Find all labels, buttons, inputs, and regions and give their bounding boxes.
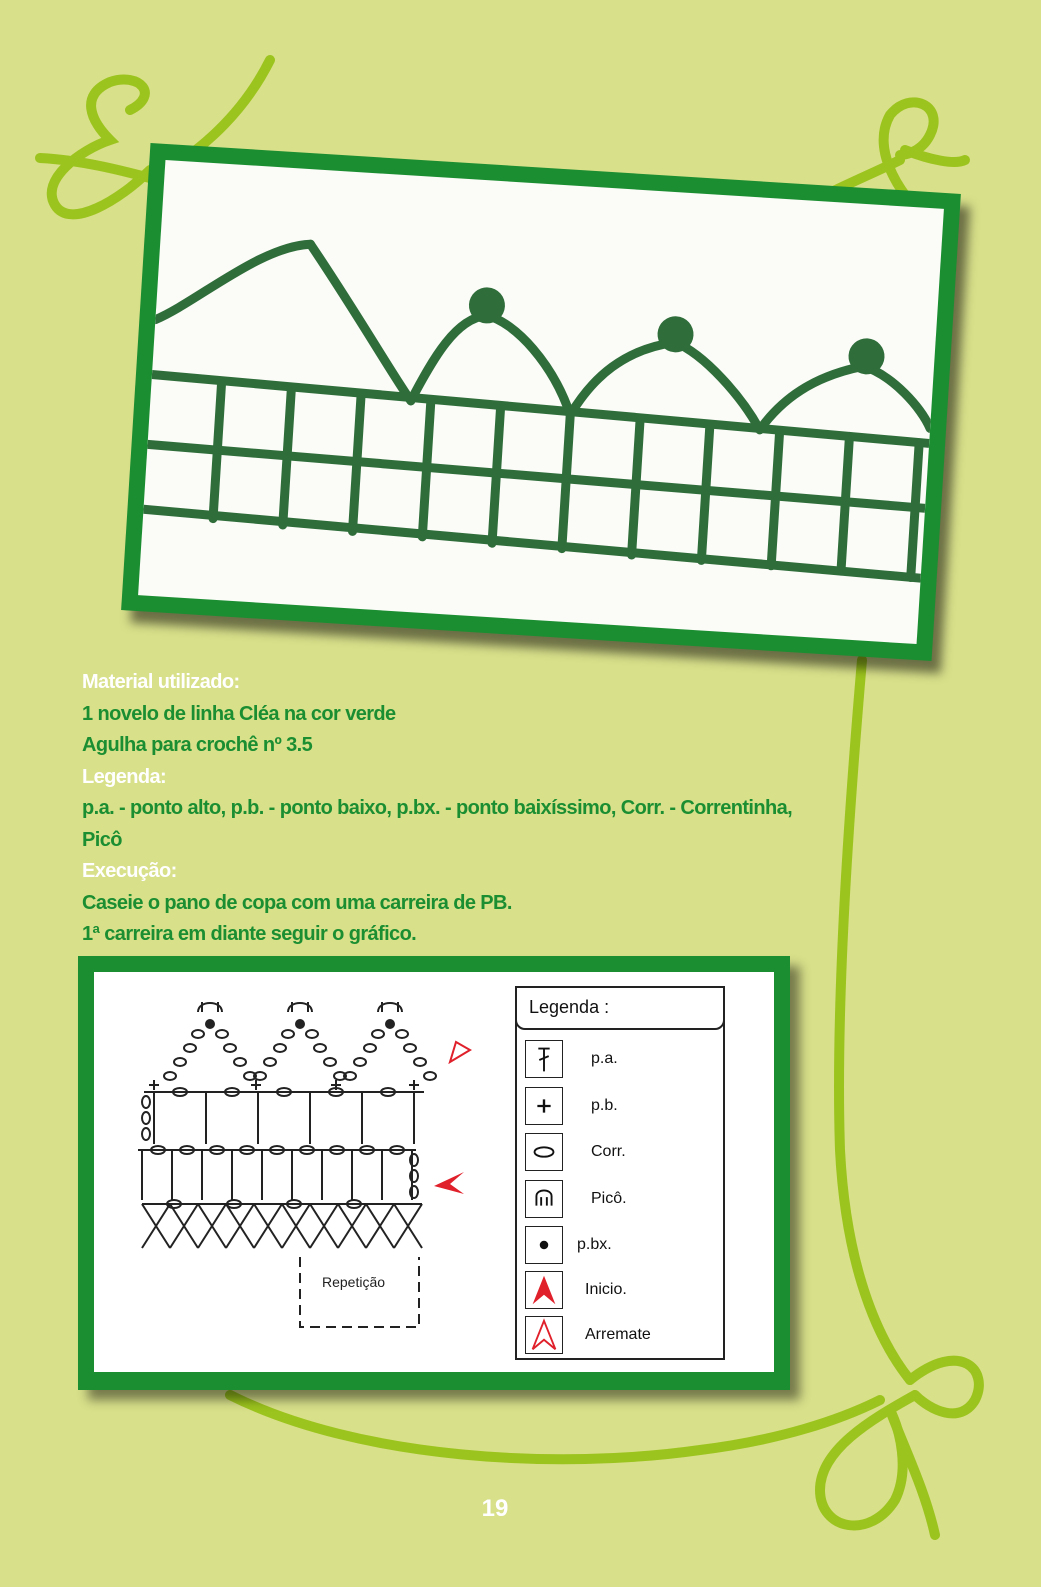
- start-marker-icon: [434, 1172, 464, 1194]
- outline-arrow-icon: [525, 1316, 563, 1354]
- execution-text: Caseie o pano de copa com uma carreira de PB.: [82, 891, 512, 914]
- picot-icon: [525, 1180, 563, 1218]
- material-heading: Material utilizado:: [82, 671, 240, 693]
- dot-icon: [525, 1226, 563, 1264]
- oval-chain-icon: [525, 1133, 563, 1171]
- material-line: 1 novelo de linha Cléa na cor verde: [82, 702, 396, 725]
- legend-label: Picô.: [591, 1190, 627, 1207]
- crochet-chart: [94, 972, 774, 1372]
- legend-text: Picô: [82, 828, 122, 851]
- legend-text: p.a. - ponto alto, p.b. - ponto baixo, p.bx. - ponto baixíssimo, Corr. - Correntinha,: [82, 797, 793, 819]
- crochet-photo: [138, 160, 944, 644]
- legend-label: Corr.: [591, 1143, 626, 1160]
- instructions: [82, 667, 802, 951]
- legend-label: p.a.: [591, 1050, 618, 1067]
- legend-heading: Legenda:: [82, 765, 167, 788]
- legend-title-bar: [515, 986, 725, 1030]
- solid-arrow-icon: [525, 1271, 563, 1309]
- plus-icon: [525, 1087, 563, 1125]
- finish-marker-icon: [450, 1042, 470, 1062]
- repeat-label: Repetição: [322, 1274, 386, 1290]
- execution-heading: Execução:: [82, 860, 177, 882]
- material-line: Agulha para crochê nº 3.5: [82, 734, 313, 756]
- legend-label: Arremate: [585, 1326, 651, 1343]
- legend-label: p.b.: [591, 1097, 618, 1114]
- page-number: 19: [481, 1495, 509, 1522]
- photo-frame: [121, 143, 961, 661]
- legend-label: Inicio.: [585, 1281, 627, 1298]
- treble-stitch-icon: [525, 1040, 563, 1078]
- legend-title: Legenda :: [529, 997, 610, 1017]
- execution-text: 1ª carreira em diante seguir o gráfico.: [82, 923, 417, 945]
- chart-frame: [78, 956, 790, 1390]
- legend-label: p.bx.: [577, 1236, 612, 1253]
- legend-box: [515, 986, 725, 1360]
